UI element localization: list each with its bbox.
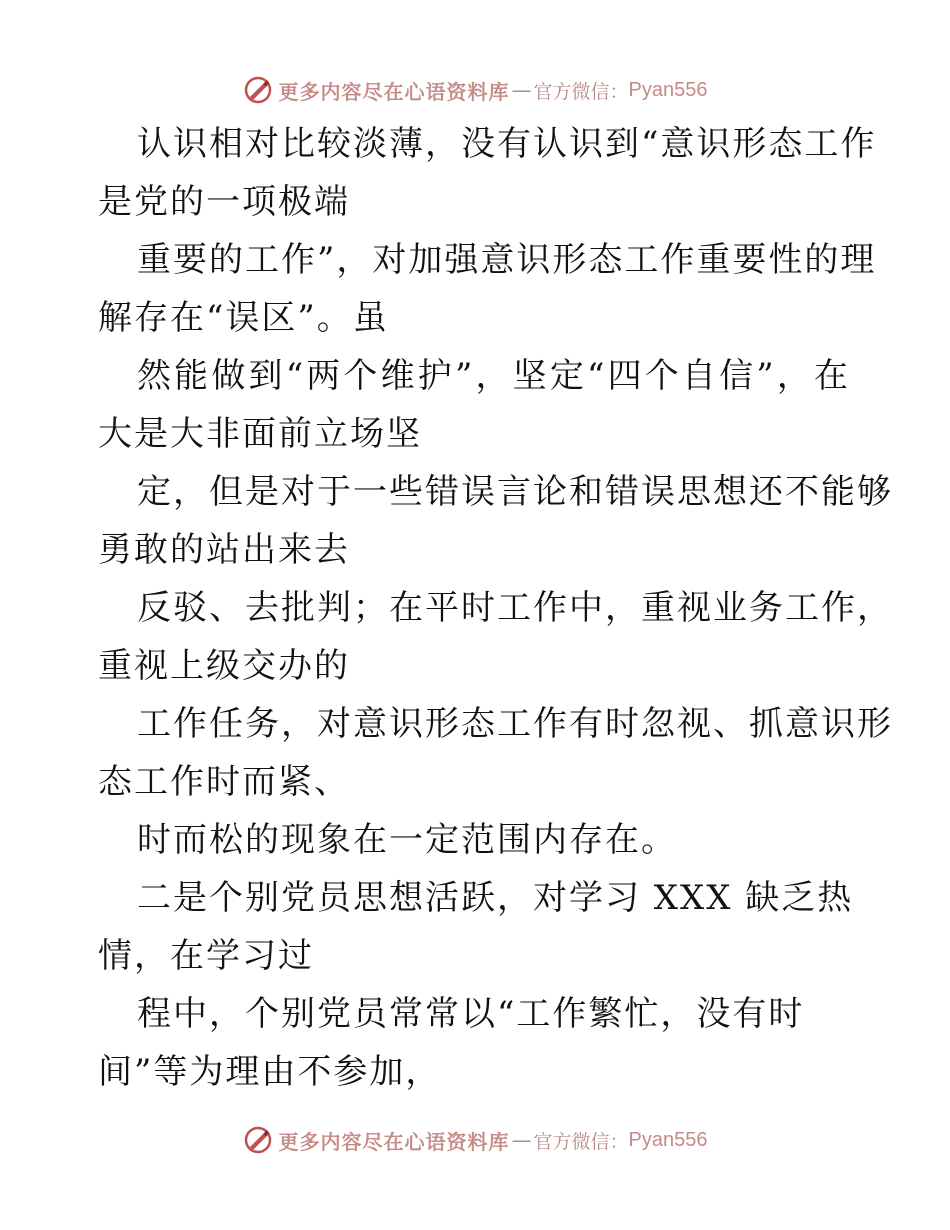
text-line: 勇敢的站出来去 bbox=[98, 530, 350, 570]
text-line: 然能做到“两个维护”，坚定“四个自信”，在 bbox=[137, 356, 850, 396]
text-line: 定，但是对于一些错误言论和错误思想还不能够 bbox=[137, 472, 893, 512]
text-line: 情，在学习过 bbox=[98, 936, 314, 976]
text-line: 重视上级交办的 bbox=[98, 646, 350, 686]
banner-wechat-id: Pyan556 bbox=[628, 1128, 708, 1151]
banner-dash: — bbox=[511, 78, 532, 102]
text-line: 二是个别党员思想活跃，对学习 XXX 缺乏热 bbox=[137, 878, 854, 918]
text-line: 解存在“误区”。虽 bbox=[98, 298, 389, 338]
text-line: 是党的一项极端 bbox=[98, 182, 350, 222]
text-line: 工作任务，对意识形态工作有时忽视、抓意识形 bbox=[137, 704, 893, 744]
text-line: 间”等为理由不参加， bbox=[98, 1052, 442, 1092]
text-line: 时而松的现象在一定范围内存在。 bbox=[137, 820, 677, 860]
banner-site-text: 更多内容尽在心语资料库 bbox=[278, 1129, 510, 1154]
banner-wechat-label: 官方微信： bbox=[533, 1130, 629, 1153]
text-line: 重要的工作”，对加强意识形态工作重要性的理 bbox=[137, 240, 877, 280]
banner-wechat-id: Pyan556 bbox=[628, 78, 708, 101]
text-line: 大是大非面前立场坚 bbox=[98, 414, 422, 454]
text-line: 认识相对比较淡薄，没有认识到“意识形态工作 bbox=[137, 124, 877, 164]
text-line: 程中，个别党员常常以“工作繁忙，没有时 bbox=[137, 994, 805, 1034]
header-banner bbox=[0, 70, 950, 110]
text-line: 态工作时而紧、 bbox=[98, 762, 350, 802]
banner-wechat-label: 官方微信： bbox=[533, 80, 629, 103]
footer-banner bbox=[0, 1120, 950, 1160]
text-line: 反驳、去批判；在平时工作中，重视业务工作， bbox=[137, 588, 893, 628]
pen-circle-logo-icon bbox=[243, 1125, 273, 1155]
banner-dash: — bbox=[511, 1128, 532, 1152]
pen-circle-logo-icon bbox=[243, 75, 273, 105]
banner-site-text: 更多内容尽在心语资料库 bbox=[278, 79, 510, 104]
